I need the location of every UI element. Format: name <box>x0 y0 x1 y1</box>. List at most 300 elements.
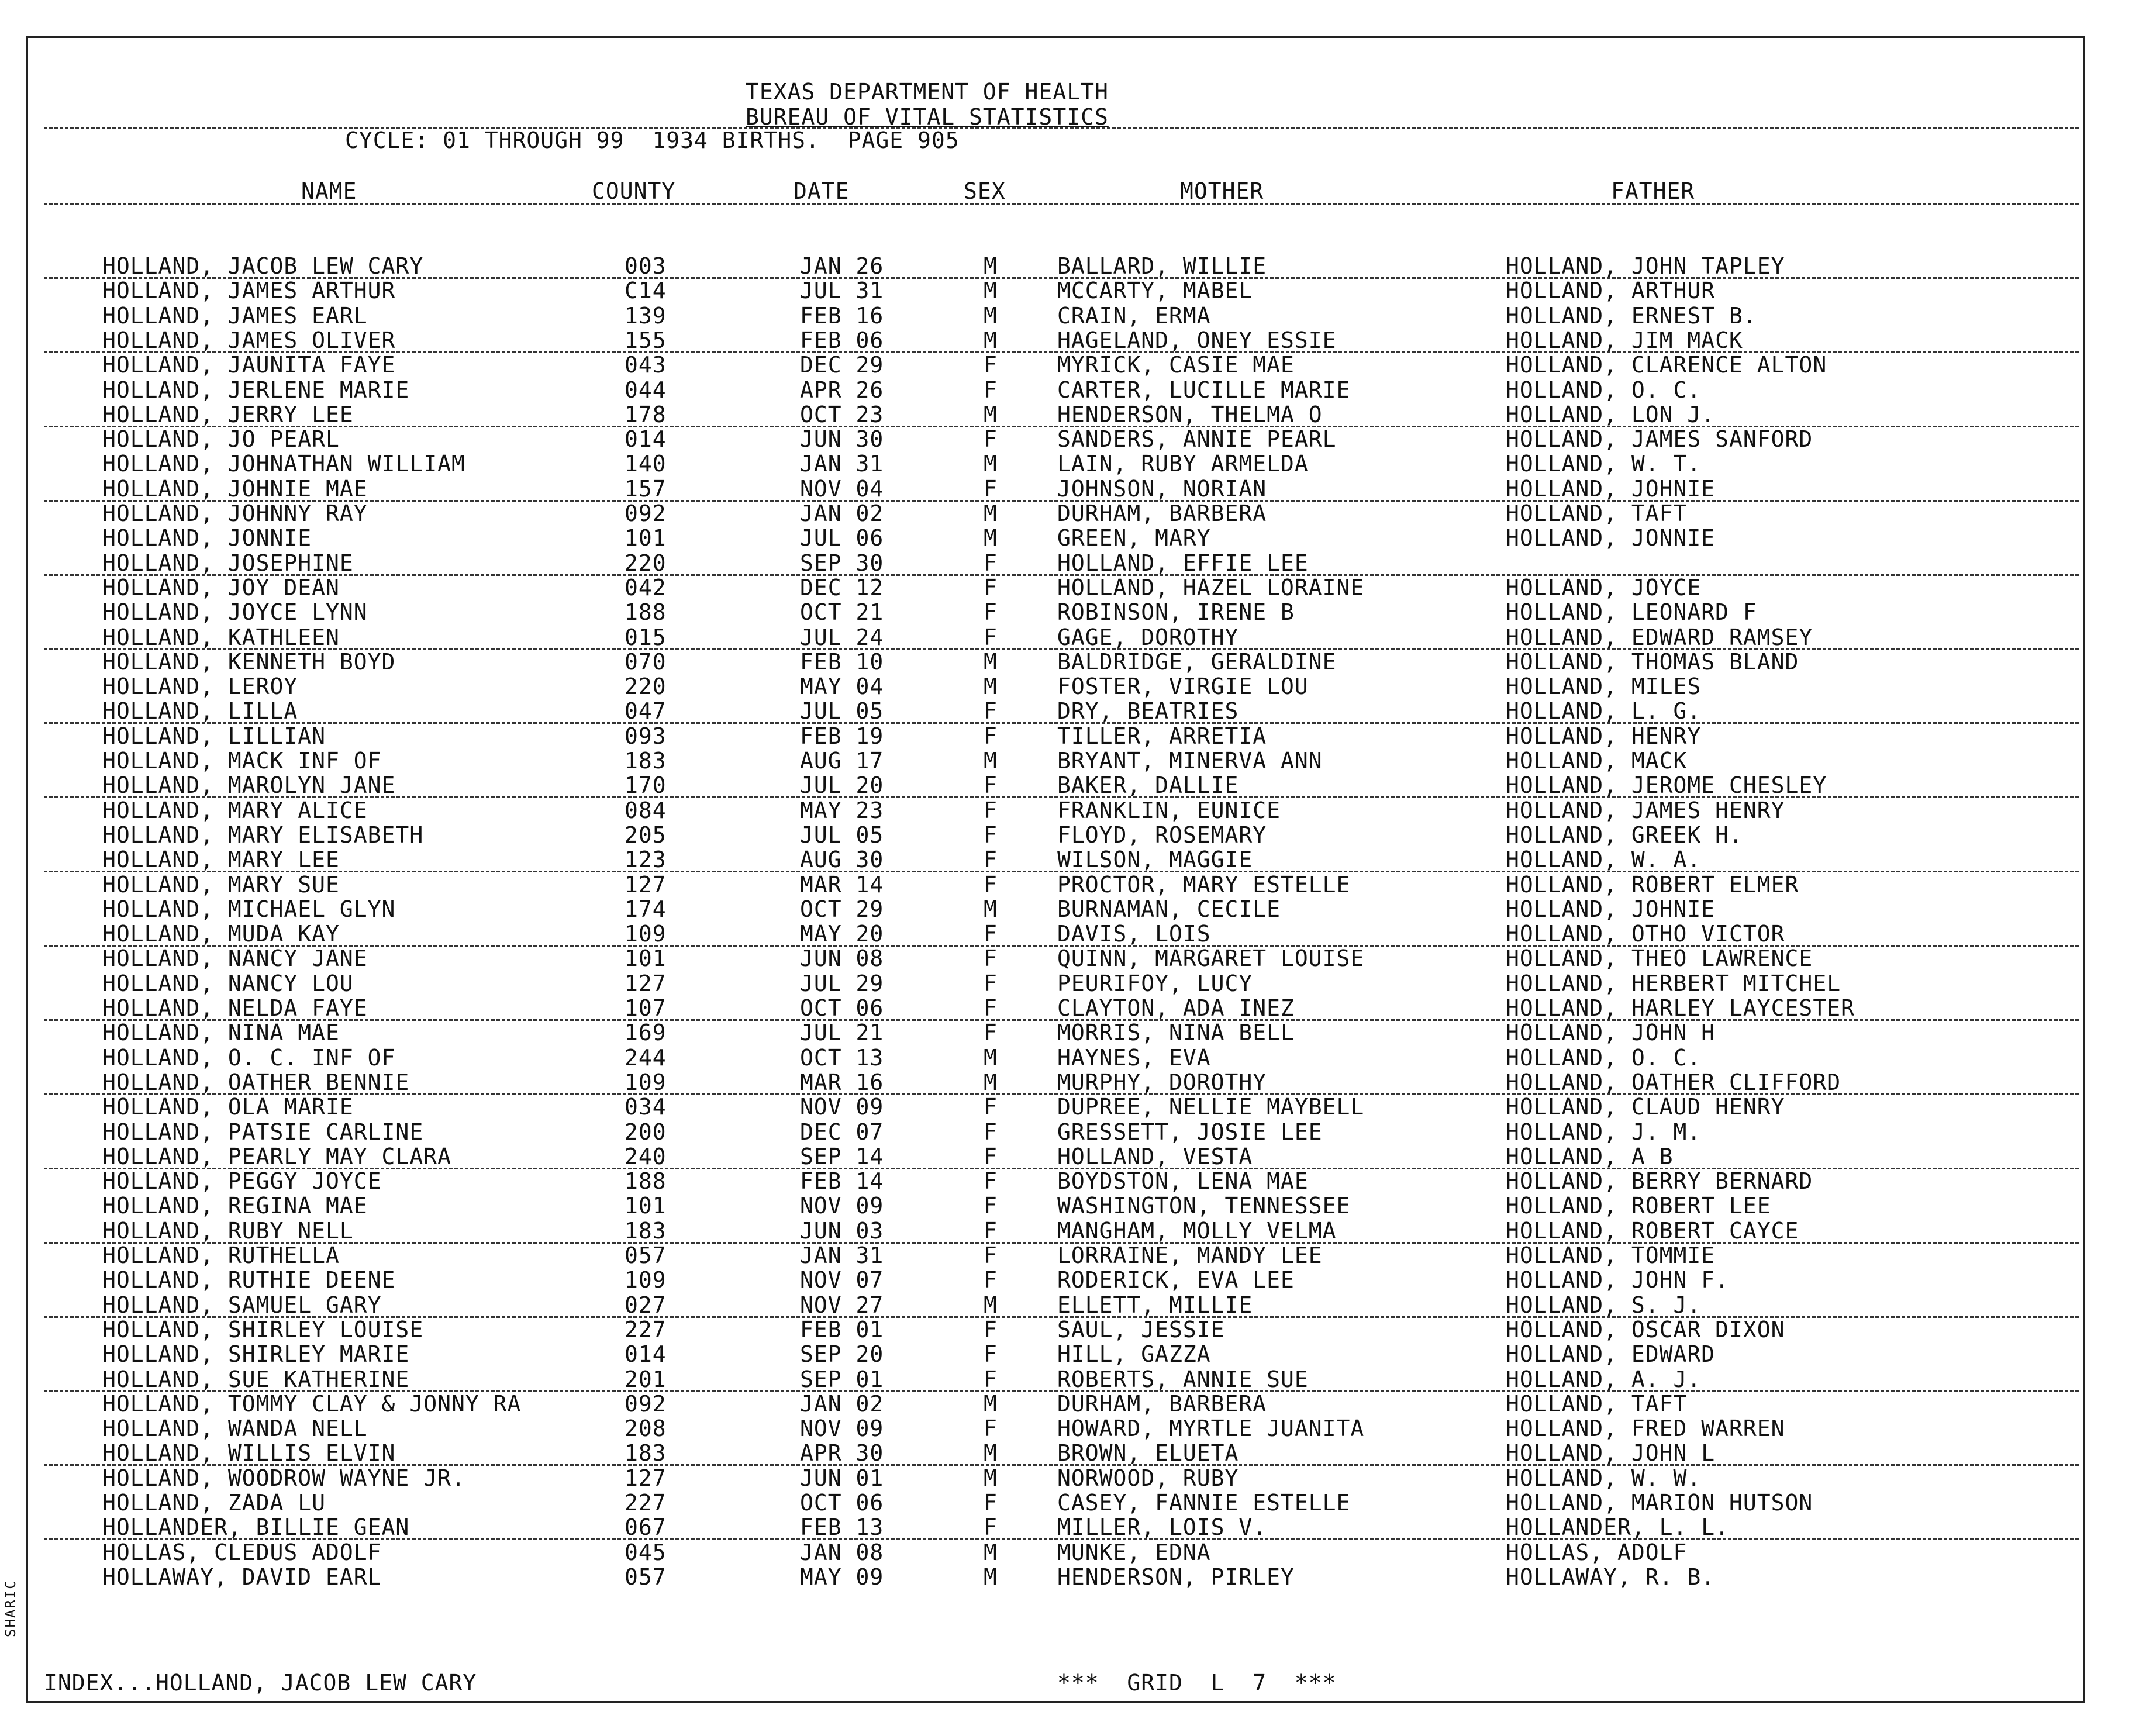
table-row <box>0 328 2132 353</box>
table-row <box>0 1293 2132 1317</box>
table-row <box>0 748 2132 773</box>
cell-name: HOLLAND, NANCY JANE <box>102 945 368 972</box>
cell-date: JUN 03 <box>800 1217 884 1244</box>
bureau-title: BUREAU OF VITAL STATISTICS <box>746 104 1109 130</box>
cell-county: 093 <box>625 723 667 749</box>
cell-father: HOLLAND, EDWARD <box>1506 1341 1716 1368</box>
cell-father: HOLLAND, THEO LAWRENCE <box>1506 945 1813 972</box>
cell-county: 220 <box>625 674 667 700</box>
cell-name: HOLLAND, JAMES ARTHUR <box>102 278 396 304</box>
cell-sex: F <box>984 1020 998 1046</box>
cell-county: 067 <box>625 1514 667 1541</box>
cell-name: HOLLAND, SHIRLEY MARIE <box>102 1341 410 1368</box>
cell-mother: GRESSETT, JOSIE LEE <box>1057 1119 1323 1145</box>
cell-name: HOLLAND, MARY SUE <box>102 871 340 898</box>
cell-mother: DAVIS, LOIS <box>1057 921 1211 947</box>
cell-father: HOLLAND, W. W. <box>1506 1465 1702 1491</box>
cell-county: 014 <box>625 426 667 453</box>
cell-name: HOLLAND, JERRY LEE <box>102 401 354 427</box>
cell-county: 027 <box>625 1292 667 1318</box>
cell-mother: HENDERSON, PIRLEY <box>1057 1564 1295 1590</box>
cell-name: HOLLAND, JAMES EARL <box>102 302 368 329</box>
cell-mother: HOLLAND, EFFIE LEE <box>1057 550 1309 576</box>
cell-mother: CARTER, LUCILLE MARIE <box>1057 377 1351 403</box>
cell-date: MAY 09 <box>800 1564 884 1590</box>
cell-county: 109 <box>625 1267 667 1293</box>
cell-county: 155 <box>625 327 667 353</box>
cell-father: HOLLAND, LON J. <box>1506 401 1716 427</box>
cell-sex: F <box>984 1341 998 1368</box>
cell-date: SEP 14 <box>800 1143 884 1169</box>
cell-sex: F <box>984 426 998 453</box>
cell-mother: BAKER, DALLIE <box>1057 772 1239 799</box>
cell-date: SEP 30 <box>800 550 884 576</box>
column-header-date: DATE <box>794 178 850 204</box>
cell-mother: CASEY, FANNIE ESTELLE <box>1057 1490 1351 1516</box>
table-row <box>0 971 2132 996</box>
table-row <box>0 1515 2132 1540</box>
table-row <box>0 1490 2132 1515</box>
cell-county: 227 <box>625 1316 667 1342</box>
cell-father: HOLLAND, W. A. <box>1506 847 1702 873</box>
cell-date: JAN 08 <box>800 1539 884 1565</box>
cell-sex: F <box>984 698 998 724</box>
table-row <box>0 724 2132 748</box>
cell-mother: MORRIS, NINA BELL <box>1057 1020 1295 1046</box>
cell-mother: GREEN, MARY <box>1057 525 1211 551</box>
cell-date: JUN 01 <box>800 1465 884 1491</box>
cell-date: OCT 23 <box>800 401 884 427</box>
cell-father: HOLLAND, JOHN L <box>1506 1440 1716 1466</box>
cell-father: HOLLAND, ERNEST B. <box>1506 302 1757 329</box>
cell-sex: M <box>984 648 998 675</box>
cell-date: JAN 31 <box>800 1243 884 1268</box>
cell-mother: MUNKE, EDNA <box>1057 1539 1211 1565</box>
cell-county: 045 <box>625 1539 667 1565</box>
cell-mother: BRYANT, MINERVA ANN <box>1057 748 1323 774</box>
cell-father: HOLLAND, O. C. <box>1506 1044 1702 1071</box>
cell-mother: ELLETT, MILLIE <box>1057 1292 1253 1318</box>
cell-county: 014 <box>625 1341 667 1368</box>
cell-name: HOLLAND, LEROY <box>102 674 298 700</box>
cell-date: APR 26 <box>800 377 884 403</box>
cell-mother: NORWOOD, RUBY <box>1057 1465 1239 1491</box>
table-row <box>0 1020 2132 1045</box>
cell-date: FEB 14 <box>800 1168 884 1195</box>
cell-mother: PROCTOR, MARY ESTELLE <box>1057 871 1351 898</box>
cell-date: DEC 07 <box>800 1119 884 1145</box>
cell-father: HOLLAND, MILES <box>1506 674 1702 700</box>
cell-father: HOLLAND, MARION HUTSON <box>1506 1490 1813 1516</box>
cell-county: 157 <box>625 475 667 502</box>
cell-father: HOLLAND, TOMMIE <box>1506 1243 1716 1268</box>
table-row <box>0 501 2132 526</box>
cell-mother: FOSTER, VIRGIE LOU <box>1057 674 1309 700</box>
cell-sex: F <box>984 1143 998 1169</box>
cell-mother: BURNAMAN, CECILE <box>1057 896 1281 922</box>
cell-date: DEC 29 <box>800 352 884 378</box>
cell-father: HOLLAS, ADOLF <box>1506 1539 1688 1565</box>
cell-name: HOLLAND, SHIRLEY LOUISE <box>102 1316 424 1342</box>
cell-name: HOLLAND, NELDA FAYE <box>102 995 368 1021</box>
cell-date: NOV 09 <box>800 1193 884 1219</box>
cell-county: 178 <box>625 401 667 427</box>
cell-county: 109 <box>625 921 667 947</box>
cell-father: HOLLAND, CLARENCE ALTON <box>1506 352 1827 378</box>
cell-date: JUL 24 <box>800 624 884 650</box>
cell-father: HOLLAND, L. G. <box>1506 698 1702 724</box>
cell-date: OCT 13 <box>800 1044 884 1071</box>
cell-county: 188 <box>625 599 667 626</box>
cell-sex: F <box>984 1243 998 1268</box>
cell-father: HOLLAND, OATHER CLIFFORD <box>1506 1069 1841 1095</box>
cell-father: HOLLAWAY, R. B. <box>1506 1564 1716 1590</box>
cell-county: 170 <box>625 772 667 799</box>
cell-father: HOLLAND, A. J. <box>1506 1366 1702 1392</box>
cell-date: OCT 06 <box>800 995 884 1021</box>
cell-sex: F <box>984 797 998 823</box>
cell-sex: F <box>984 1168 998 1195</box>
cell-county: 047 <box>625 698 667 724</box>
cell-county: 127 <box>625 871 667 898</box>
cell-county: 123 <box>625 847 667 873</box>
cell-mother: HOLLAND, VESTA <box>1057 1143 1253 1169</box>
cell-date: OCT 29 <box>800 896 884 922</box>
table-row <box>0 600 2132 624</box>
cell-father: HOLLAND, HENRY <box>1506 723 1702 749</box>
cell-name: HOLLAND, O. C. INF OF <box>102 1044 396 1071</box>
cell-mother: DURHAM, BARBERA <box>1057 1390 1267 1417</box>
cell-father: HOLLAND, TAFT <box>1506 501 1688 526</box>
cell-sex: F <box>984 1416 998 1442</box>
cell-father: HOLLAND, JOHN TAPLEY <box>1506 253 1785 279</box>
cell-mother: FRANKLIN, EUNICE <box>1057 797 1281 823</box>
table-row <box>0 353 2132 377</box>
cell-date: SEP 20 <box>800 1341 884 1368</box>
cell-father: HOLLAND, FRED WARREN <box>1506 1416 1785 1442</box>
cell-date: JUL 20 <box>800 772 884 799</box>
cell-mother: GAGE, DOROTHY <box>1057 624 1239 650</box>
cell-sex: M <box>984 1465 998 1491</box>
cell-county: 101 <box>625 1193 667 1219</box>
table-row <box>0 872 2132 897</box>
cell-name: HOLLAND, MARY LEE <box>102 847 340 873</box>
cell-mother: PEURIFOY, LUCY <box>1057 970 1253 996</box>
table-row <box>0 1169 2132 1193</box>
cell-county: 057 <box>625 1564 667 1590</box>
cell-sex: M <box>984 525 998 551</box>
table-row <box>0 575 2132 600</box>
cell-sex: F <box>984 723 998 749</box>
cell-name: HOLLAND, JOY DEAN <box>102 574 340 600</box>
cell-name: HOLLAND, SUE KATHERINE <box>102 1366 410 1392</box>
table-row <box>0 254 2132 278</box>
cell-father: HOLLAND, JOHN H <box>1506 1020 1716 1046</box>
cell-name: HOLLAND, JAMES OLIVER <box>102 327 396 353</box>
cell-county: 220 <box>625 550 667 576</box>
cell-name: HOLLAND, ZADA LU <box>102 1490 326 1516</box>
cell-father: HOLLAND, HERBERT MITCHEL <box>1506 970 1841 996</box>
cell-name: HOLLAND, MARY ELISABETH <box>102 822 424 848</box>
cell-name: HOLLAND, REGINA MAE <box>102 1193 368 1219</box>
cell-date: NOV 07 <box>800 1267 884 1293</box>
cell-name: HOLLAND, MARY ALICE <box>102 797 368 823</box>
cell-date: AUG 17 <box>800 748 884 774</box>
cell-county: 107 <box>625 995 667 1021</box>
cell-county: 244 <box>625 1044 667 1071</box>
cell-name: HOLLAS, CLEDUS ADOLF <box>102 1539 382 1565</box>
cell-mother: MANGHAM, MOLLY VELMA <box>1057 1217 1337 1244</box>
cell-date: MAR 16 <box>800 1069 884 1095</box>
cell-mother: HENDERSON, THELMA O <box>1057 401 1323 427</box>
cell-county: 003 <box>625 253 667 279</box>
cell-father: HOLLAND, JOHNIE <box>1506 896 1716 922</box>
cell-sex: F <box>984 1217 998 1244</box>
cell-name: HOLLAND, JERLENE MARIE <box>102 377 410 403</box>
cell-mother: WASHINGTON, TENNESSEE <box>1057 1193 1351 1219</box>
column-header-sex: SEX <box>964 178 1006 204</box>
cell-county: 188 <box>625 1168 667 1195</box>
table-row <box>0 1243 2132 1268</box>
table-row <box>0 427 2132 451</box>
cell-mother: FLOYD, ROSEMARY <box>1057 822 1267 848</box>
cell-county: 183 <box>625 1217 667 1244</box>
table-row <box>0 1441 2132 1465</box>
cell-father: HOLLAND, S. J. <box>1506 1292 1702 1318</box>
cell-name: HOLLANDER, BILLIE GEAN <box>102 1514 410 1541</box>
cell-county: 201 <box>625 1366 667 1392</box>
cell-date: NOV 09 <box>800 1094 884 1120</box>
cell-county: 101 <box>625 525 667 551</box>
cell-name: HOLLAND, KENNETH BOYD <box>102 648 396 675</box>
cell-name: HOLLAND, NANCY LOU <box>102 970 354 996</box>
cell-county: 127 <box>625 970 667 996</box>
table-row <box>0 1342 2132 1366</box>
cell-sex: M <box>984 748 998 774</box>
cell-mother: MCCARTY, MABEL <box>1057 278 1253 304</box>
cell-father: HOLLAND, J. M. <box>1506 1119 1702 1145</box>
cell-name: HOLLAND, JOHNATHAN WILLIAM <box>102 451 465 477</box>
cell-sex: M <box>984 327 998 353</box>
column-header-mother: MOTHER <box>1180 178 1264 204</box>
cell-mother: QUINN, MARGARET LOUISE <box>1057 945 1365 972</box>
header-rule-bottom <box>44 203 2079 205</box>
cell-sex: M <box>984 896 998 922</box>
table-row <box>0 551 2132 575</box>
table-row <box>0 1268 2132 1292</box>
cell-date: FEB 19 <box>800 723 884 749</box>
table-row <box>0 1367 2132 1392</box>
table-row <box>0 699 2132 723</box>
cell-name: HOLLAND, RUTHELLA <box>102 1243 340 1268</box>
cell-father: HOLLAND, JAMES HENRY <box>1506 797 1785 823</box>
cell-date: APR 30 <box>800 1440 884 1466</box>
cell-date: OCT 21 <box>800 599 884 626</box>
cell-mother: CLAYTON, ADA INEZ <box>1057 995 1295 1021</box>
table-row <box>0 1095 2132 1119</box>
cell-county: 043 <box>625 352 667 378</box>
column-header-name: NAME <box>301 178 357 204</box>
cell-county: 101 <box>625 945 667 972</box>
cell-county: 109 <box>625 1069 667 1095</box>
cell-mother: BROWN, ELUETA <box>1057 1440 1239 1466</box>
cell-mother: MYRICK, CASIE MAE <box>1057 352 1295 378</box>
cell-father: HOLLAND, ARTHUR <box>1506 278 1716 304</box>
cell-name: HOLLAND, WOODROW WAYNE JR. <box>102 1465 465 1491</box>
cell-date: NOV 09 <box>800 1416 884 1442</box>
cell-name: HOLLAND, WILLIS ELVIN <box>102 1440 396 1466</box>
cell-date: FEB 16 <box>800 302 884 329</box>
cell-mother: CRAIN, ERMA <box>1057 302 1211 329</box>
cell-sex: M <box>984 1390 998 1417</box>
table-row <box>0 1416 2132 1441</box>
cell-sex: M <box>984 1564 998 1590</box>
cell-date: JAN 02 <box>800 1390 884 1417</box>
cell-county: 227 <box>625 1490 667 1516</box>
cell-date: MAY 20 <box>800 921 884 947</box>
cell-father: HOLLAND, ROBERT CAYCE <box>1506 1217 1799 1244</box>
cell-mother: DURHAM, BARBERA <box>1057 501 1267 526</box>
cell-father: HOLLAND, O. C. <box>1506 377 1702 403</box>
cell-county: 015 <box>625 624 667 650</box>
cell-date: JUL 05 <box>800 698 884 724</box>
cell-name: HOLLAND, MUDA KAY <box>102 921 340 947</box>
cell-sex: M <box>984 278 998 304</box>
cell-name: HOLLAND, MACK INF OF <box>102 748 382 774</box>
cell-sex: F <box>984 475 998 502</box>
cell-sex: F <box>984 772 998 799</box>
cell-name: HOLLAND, WANDA NELL <box>102 1416 368 1442</box>
cell-father: HOLLAND, ROBERT LEE <box>1506 1193 1771 1219</box>
cell-date: NOV 04 <box>800 475 884 502</box>
table-row <box>0 1466 2132 1490</box>
cell-date: JUL 21 <box>800 1020 884 1046</box>
cell-date: FEB 01 <box>800 1316 884 1342</box>
table-row <box>0 1219 2132 1243</box>
cell-date: NOV 27 <box>800 1292 884 1318</box>
cell-county: 240 <box>625 1143 667 1169</box>
cell-name: HOLLAND, SAMUEL GARY <box>102 1292 382 1318</box>
cell-name: HOLLAND, PEGGY JOYCE <box>102 1168 382 1195</box>
cell-sex: F <box>984 871 998 898</box>
table-row <box>0 1540 2132 1565</box>
cell-father: HOLLANDER, L. L. <box>1506 1514 1730 1541</box>
cell-mother: HAGELAND, ONEY ESSIE <box>1057 327 1337 353</box>
cell-father: HOLLAND, BERRY BERNARD <box>1506 1168 1813 1195</box>
cell-date: FEB 10 <box>800 648 884 675</box>
cell-mother: BOYDSTON, LENA MAE <box>1057 1168 1309 1195</box>
table-row <box>0 996 2132 1020</box>
cell-sex: M <box>984 1069 998 1095</box>
cell-sex: F <box>984 1267 998 1293</box>
cell-date: JUN 08 <box>800 945 884 972</box>
cell-father: HOLLAND, JIM MACK <box>1506 327 1743 353</box>
table-row <box>0 650 2132 674</box>
cell-sex: F <box>984 822 998 848</box>
table-row <box>0 773 2132 798</box>
cell-sex: M <box>984 674 998 700</box>
cell-father: HOLLAND, LEONARD F <box>1506 599 1757 626</box>
cell-mother: TILLER, ARRETIA <box>1057 723 1267 749</box>
cell-mother: SANDERS, ANNIE PEARL <box>1057 426 1337 453</box>
grid-label: *** GRID L 7 *** <box>1057 1670 1337 1696</box>
cell-county: 208 <box>625 1416 667 1442</box>
cell-father: HOLLAND, TAFT <box>1506 1390 1688 1417</box>
cell-sex: M <box>984 501 998 526</box>
cell-sex: F <box>984 1094 998 1120</box>
cell-sex: M <box>984 253 998 279</box>
cell-father: HOLLAND, GREEK H. <box>1506 822 1743 848</box>
column-header-county: COUNTY <box>592 178 676 204</box>
cell-father: HOLLAND, THOMAS BLAND <box>1506 648 1799 675</box>
cell-county: 044 <box>625 377 667 403</box>
cell-county: 092 <box>625 501 667 526</box>
side-label: SHARIC <box>2 1579 19 1637</box>
cell-mother: SAUL, JESSIE <box>1057 1316 1225 1342</box>
cell-county: 092 <box>625 1390 667 1417</box>
cell-sex: F <box>984 847 998 873</box>
cell-mother: HOLLAND, HAZEL LORAINE <box>1057 574 1365 600</box>
cell-father: HOLLAND, A B <box>1506 1143 1674 1169</box>
table-row <box>0 922 2132 946</box>
cell-mother: MILLER, LOIS V. <box>1057 1514 1267 1541</box>
cell-mother: HOWARD, MYRTLE JUANITA <box>1057 1416 1365 1442</box>
cell-name: HOLLAND, OLA MARIE <box>102 1094 354 1120</box>
table-row <box>0 278 2132 303</box>
cell-name: HOLLAND, MICHAEL GLYN <box>102 896 396 922</box>
cell-date: AUG 30 <box>800 847 884 873</box>
cell-date: MAR 14 <box>800 871 884 898</box>
cell-mother: LORRAINE, MANDY LEE <box>1057 1243 1323 1268</box>
cell-date: FEB 06 <box>800 327 884 353</box>
cell-county: 084 <box>625 797 667 823</box>
cell-sex: M <box>984 1440 998 1466</box>
cell-mother: LAIN, RUBY ARMELDA <box>1057 451 1309 477</box>
cell-county: 070 <box>625 648 667 675</box>
table-row <box>0 451 2132 476</box>
cell-name: HOLLAND, TOMMY CLAY & JONNY RA <box>102 1390 522 1417</box>
cell-date: SEP 01 <box>800 1366 884 1392</box>
cell-county: 139 <box>625 302 667 329</box>
cell-father: HOLLAND, JAMES SANFORD <box>1506 426 1813 453</box>
cell-county: 183 <box>625 1440 667 1466</box>
table-row <box>0 378 2132 402</box>
cell-name: HOLLAND, JONNIE <box>102 525 312 551</box>
cell-sex: F <box>984 1514 998 1541</box>
cell-sex: F <box>984 1316 998 1342</box>
cell-father: HOLLAND, JONNIE <box>1506 525 1716 551</box>
table-row <box>0 526 2132 550</box>
cell-sex: M <box>984 1044 998 1071</box>
cell-mother: MURPHY, DOROTHY <box>1057 1069 1267 1095</box>
cell-father: HOLLAND, HARLEY LAYCESTER <box>1506 995 1855 1021</box>
cell-date: JAN 31 <box>800 451 884 477</box>
index-label: INDEX...HOLLAND, JACOB LEW CARY <box>44 1670 477 1696</box>
cell-sex: M <box>984 1292 998 1318</box>
cell-father: HOLLAND, EDWARD RAMSEY <box>1506 624 1813 650</box>
cell-sex: F <box>984 921 998 947</box>
cell-name: HOLLAND, JOYCE LYNN <box>102 599 368 626</box>
cell-name: HOLLAND, JAUNITA FAYE <box>102 352 396 378</box>
cell-sex: M <box>984 451 998 477</box>
cell-sex: F <box>984 352 998 378</box>
cycle-line: CYCLE: 01 THROUGH 99 1934 BIRTHS. PAGE 905 <box>345 127 960 153</box>
cell-father: HOLLAND, MACK <box>1506 748 1688 774</box>
cell-father: HOLLAND, ROBERT ELMER <box>1506 871 1799 898</box>
cell-sex: F <box>984 624 998 650</box>
cell-sex: M <box>984 401 998 427</box>
table-row <box>0 847 2132 872</box>
